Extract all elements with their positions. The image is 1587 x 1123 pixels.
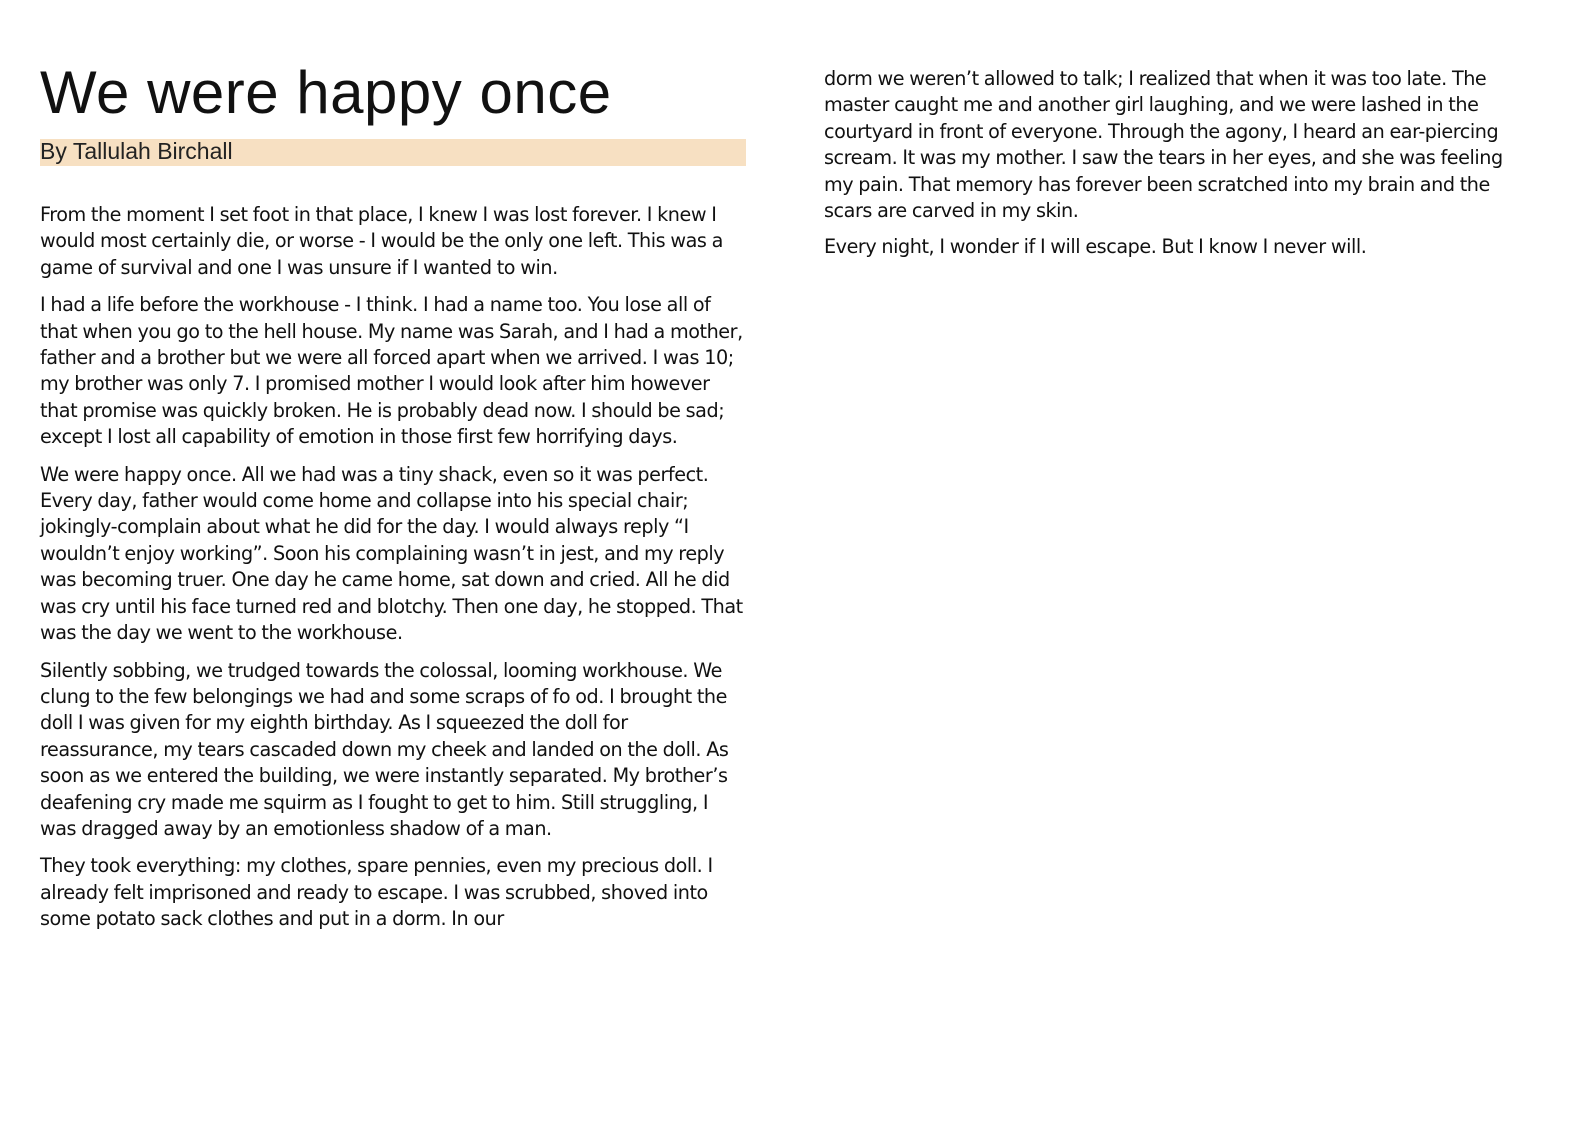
- paragraph: I had a life before the workhouse - I think. I had a name too. You lose all of that when you go to the hell house. My name was Sarah, and I had a mother, father and a brother but we were all forced apart when we arrived. I was 10; my brother was only 7. I promised mother I would look after him however that promise was quickly broken. He is probably dead now. I should be sad; except I lost all capability of emotion in those first few horrifying days.: [40, 293, 743, 449]
- right-column: [824, 66, 1532, 271]
- paragraph: They took everything: my clothes, spare pennies, even my precious doll. I already felt imprisoned and ready to escape. I was scrubbed, shoved into some potato sack clothes and put in a dorm. In our: [40, 854, 713, 931]
- paragraph: Every night, I wonder if I will escape. But I know I never will.: [824, 235, 1367, 259]
- article-byline: By Tallulah Birchall: [40, 139, 746, 166]
- paragraph: We were happy once. All we had was a tiny shack, even so it was perfect. Every day, father would come home and collapse into his special chair; jokingly-complain about what he did for the day. I would always reply “I wouldn’t enjoy working”. Soon his complaining wasn’t in jest, and my reply was becoming truer. One day he came home, sat down and cried. All he did was cry until his face turned red and blotchy. Then one day, he stopped. That was the day we went to the workhouse.: [40, 462, 743, 645]
- paragraph: dorm we weren’t allowed to talk; I realized that when it was too late. The master caught me and another girl laughing, and we were lashed in the courtyard in front of everyone. Through the agony, I heard an ear-piercing scream. It was my mother. I saw the tears in her eyes, and she was feeling my pain. That memory has forever been scratched into my brain and the scars are carved in my skin.: [824, 67, 1503, 223]
- left-column: [40, 58, 746, 944]
- article-body-left: [40, 202, 746, 933]
- article-title: We were happy once: [40, 59, 612, 126]
- paragraph: From the moment I set foot in that place, I knew I was lost forever. I knew I would most certainly die, or worse - I would be the only one left. This was a game of survival and one I was unsure if I wanted to win.: [40, 203, 723, 279]
- paragraph: Silently sobbing, we trudged towards the colossal, looming workhouse. We clung to the few belongings we had and some scraps of fo od. I brought the doll I was given for my eighth birthday. As I squeezed the doll for reassurance, my tears cascaded down my cheek and landed on the doll. As soon as we entered the building, we were instantly separated. My brother’s deafening cry made me squirm as I fought to get to him. Still struggling, I was dragged away by an emotionless shadow of a man.: [40, 658, 729, 840]
